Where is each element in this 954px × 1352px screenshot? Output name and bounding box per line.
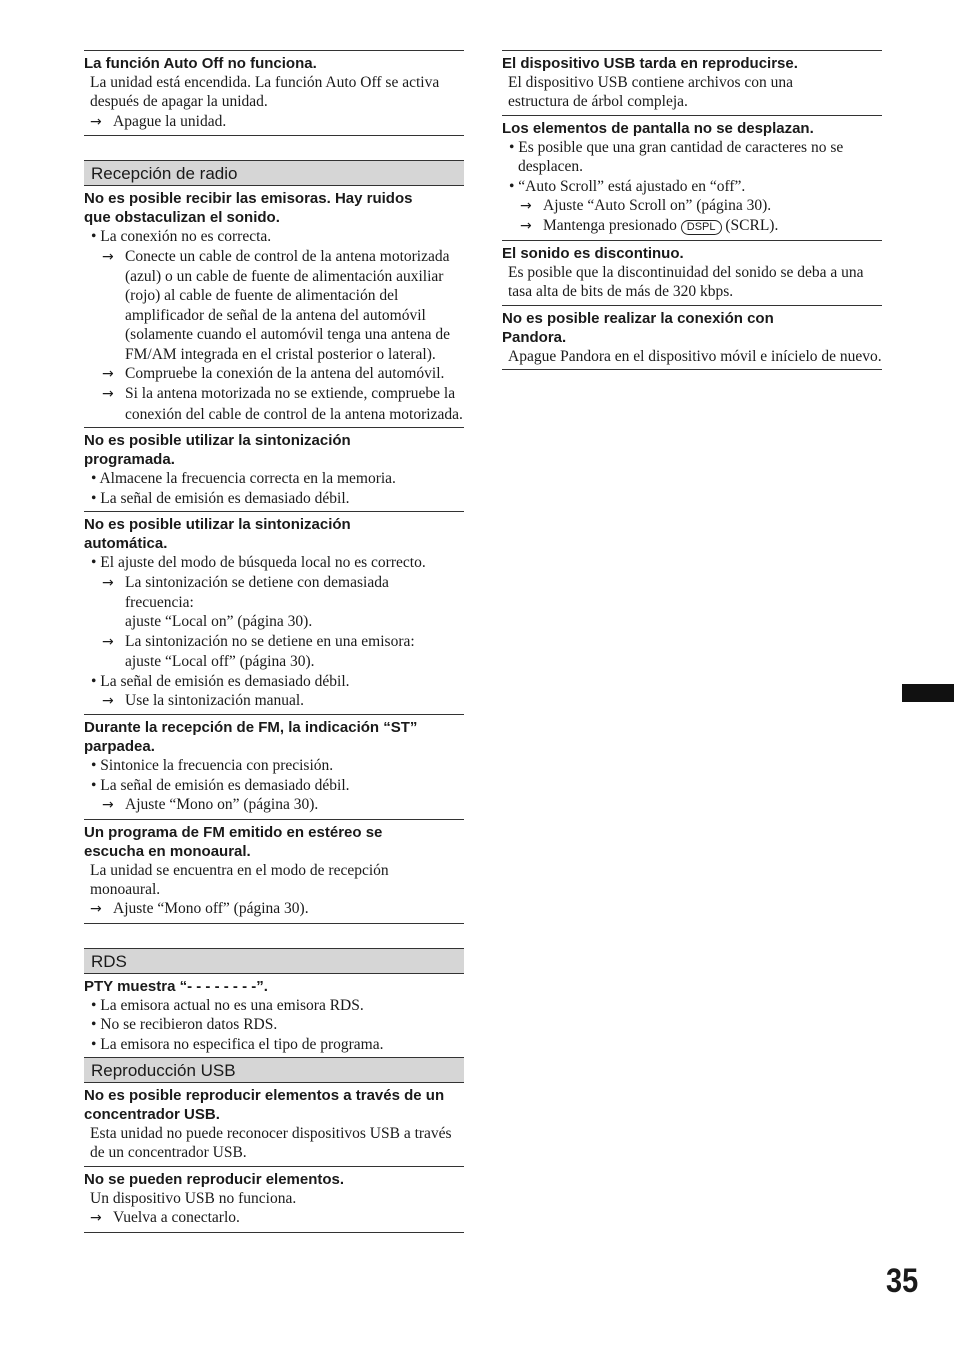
answer-text: Apague Pandora en el dispositivo móvil e inícielo de nuevo. [508,347,882,365]
question: PTY muestra “- - - - - - - -”. [84,977,268,995]
answer-text: Un dispositivo USB no funciona. [90,1189,297,1207]
arrow-icon: → [520,198,532,215]
rds-block [84,974,464,1057]
radio-block-4: Durante la recepción de FM, la indicación “ST” parpadea. • Sintonice la frecuencia con precisión. • La señal de emisión es demasiado débil. → Ajuste “Mono on” (página 30). [84,714,464,818]
bullet: • La conexión no es correcta. [91,228,272,246]
question: Un programa de FM emitido en estéreo se escucha en monoaural. [84,823,383,860]
section-heading-radio: Recepción de radio [84,160,464,186]
bullet: • La emisora no especifica el tipo de programa. [91,1035,384,1053]
radio-block-1: No es posible recibir las emisoras. Hay ruidos que obstaculizan el sonido. • La conexión no es correcta. → Conecte un cable de control de la antena motorizada (azul) o un cable de fuente de alimentación auxiliar (rojo) al cable de fuente de alimentación del amplificador de señal de la antena del automóvil (solamente cuando el automóvil tenga una antena de FM/AM integrada en el cristal posterior o lateral). → Compruebe la conexión de la antena del automóvil. → Si la antena motorizada no se extiende, compruebe la conexión del cable de control de la antena motorizada. [84,190,463,423]
bullet: • La señal de emisión es demasiado débil. [91,672,350,690]
radio-block-2 [84,427,464,511]
pandora-block [502,305,882,370]
question: No es posible recibir las emisoras. Hay ruidos que obstaculizan el sonido. [84,190,413,227]
bullet: • La señal de emisión es demasiado débil. [91,489,350,507]
answer-text: Es posible que la discontinuidad del sonido se deba a una tasa alta de bits de más de 320 kbps. [508,263,864,301]
usb-block-2: No se pueden reproducir elementos. Un dispositivo USB no funciona. → Vuelva a conectarlo. [84,1166,464,1233]
bullet: • La emisora actual no es una emisora RDS. [91,996,364,1014]
radio-block-5: Un programa de FM emitido en estéreo se escucha en monoaural. La unidad se encuentra en el modo de recepción monoaural. → Ajuste “Mono off” (página 30). [84,819,464,924]
question: No es posible realizar la conexión con Pandora. [502,309,774,346]
arrow-icon: → [102,692,114,709]
dspl-key-icon: DSPL [681,220,722,235]
question: No se pueden reproducir elementos. [84,1170,345,1188]
question: El dispositivo USB tarda en reproducirse. [502,55,798,72]
section-heading-rds: RDS [84,948,464,974]
scroll-block: Los elementos de pantalla no se desplazan. • Es posible que una gran cantidad de caracteres no se desplacen. • “Auto Scroll” está ajustado en “off”. → Ajuste “Auto Scroll on” (página 30). → Mantenga presionado DSPL (SCRL). [502,115,882,240]
section-heading-usb: Reproducción USB [84,1057,464,1083]
question: No es posible utilizar la sintonización automática. [84,516,351,553]
bullet: • Es posible que una gran cantidad de caracteres no se desplacen. [509,138,844,176]
question: La función Auto Off no funciona. [84,55,317,72]
bullet: • El ajuste del modo de búsqueda local no es correcto. [91,554,426,572]
answer-text: El dispositivo USB contiene archivos con una estructura de árbol compleja. [508,74,793,111]
usb-slow-block [502,50,882,115]
action: → Apague la unidad. [84,112,464,132]
arrow-icon: → [90,1210,102,1227]
arrow-icon: → [102,574,114,591]
bullet: • “Auto Scroll” está ajustado en “off”. [509,177,746,195]
answer-text: Esta unidad no puede reconocer dispositivos USB a través de un concentrador USB. [90,1125,452,1162]
page-number: 35 [886,1262,919,1300]
auto-off-block [84,50,464,136]
radio-block-3: No es posible utilizar la sintonización automática. • El ajuste del modo de búsqueda local no es correcto. → La sintonización se detiene con demasiada frecuencia: ajuste “Local on” (página 30). → La sintonización no se detiene en una emisora: ajuste “Local off” (página 30). • La señal de emisión es demasiado débil. → Use la sintonización manual. [84,511,464,714]
arrow-icon: → [520,218,532,235]
bullet: • Almacene la frecuencia correcta en la memoria. [91,470,396,488]
bullet: • Sintonice la frecuencia con precisión. [91,757,334,775]
bullet: • La señal de emisión es demasiado débil. [91,776,350,794]
left-column [84,50,464,1233]
arrow-icon: → [102,386,114,403]
right-column [502,50,882,370]
usb-block-1 [84,1083,464,1166]
answer-text: La unidad está encendida. La función Auto Off se activa después de apagar la unidad. [90,74,440,111]
arrow-icon: → [102,797,114,814]
section-tab-marker [902,684,954,702]
question: No es posible utilizar la sintonización programada. [84,432,351,469]
arrow-icon: → [102,248,114,265]
question: Los elementos de pantalla no se desplazan. [502,119,814,137]
bullet: • No se recibieron datos RDS. [91,1016,278,1034]
question: No es posible reproducir elementos a través de un concentrador USB. [84,1087,445,1123]
arrow-icon: → [90,113,102,130]
arrow-icon: → [102,366,114,383]
answer-text: La unidad se encuentra en el modo de recepción monoaural. [90,861,389,898]
question: El sonido es discontinuo. [502,244,684,262]
arrow-icon: → [102,633,114,650]
arrow-icon: → [90,901,102,918]
question: Durante la recepción de FM, la indicación “ST” parpadea. [84,719,418,756]
discontinuous-block [502,240,882,305]
